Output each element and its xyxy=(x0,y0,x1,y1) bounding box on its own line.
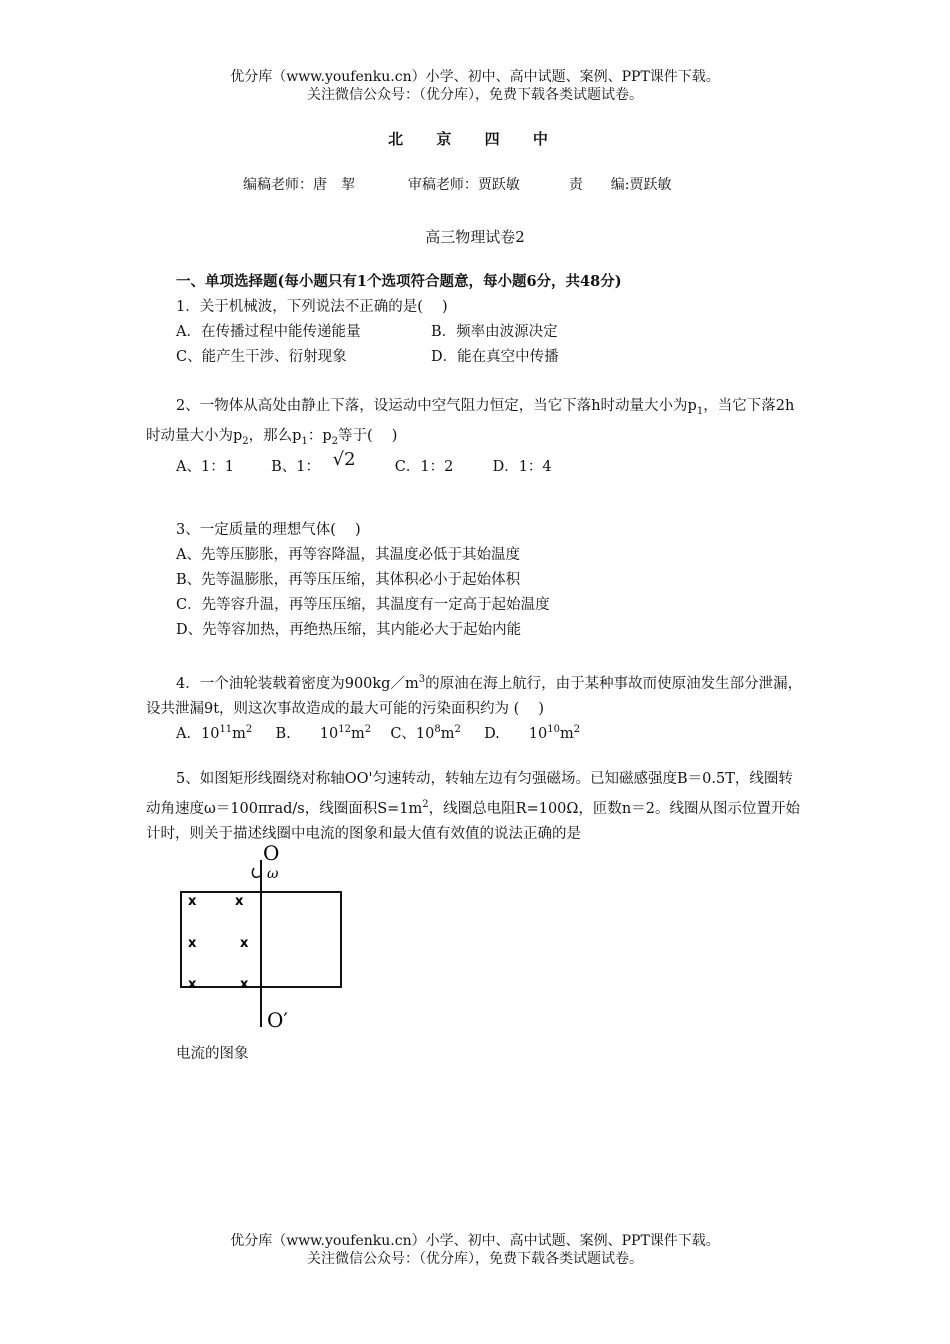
rotation-arrow-icon xyxy=(252,868,260,877)
q1-option-d: D．能在真空中传播 xyxy=(431,349,559,365)
omega-label: ω xyxy=(267,866,279,882)
q3-option-a: A、先等压膨胀，再等容降温，其温度必低于其始温度 xyxy=(176,547,520,563)
q4-option-c: C、$10^8m^2$ xyxy=(390,724,461,742)
field-cross: x xyxy=(235,894,244,909)
q2-option-a: A、1：1 xyxy=(176,459,234,475)
q1-option-c: C、能产生干涉、衍射现象 xyxy=(176,349,347,365)
axis-label-o: O xyxy=(263,842,280,865)
editor-name: 编稿老师：唐 挈 xyxy=(243,177,355,193)
footer-line-1: 优分库（www.youfenku.cn）小学、初中、高中试题、案例、PPT课件下载。 xyxy=(230,1233,720,1249)
q3-option-d: D、先等容加热，再绝热压缩，其内能必大于起始内能 xyxy=(176,622,522,638)
school-name: 北 京 四 中 xyxy=(388,130,562,148)
q2-option-b: B、1： xyxy=(271,459,321,475)
header-line-1: 优分库（www.youfenku.cn）小学、初中、高中试题、案例、PPT课件下载。 xyxy=(230,69,720,85)
q1-option-a: A．在传播过程中能传递能量 xyxy=(176,324,361,340)
reviewer-name: 审稿老师：贾跃敏 xyxy=(407,177,520,193)
q5-stem: 5、如图矩形线圈绕对称轴OO'匀速转动，转轴左边有匀强磁场。已知磁感强度B＝0.5T，线圈转动角速度ω＝100πrad/s，线圈面积$S=1m^2$，线圈总电阻R=100Ω，匝数n＝2。线圈从图示位置开始计时，则关于描述线圈中电流的图象和最大值有效值的说法正确的是 xyxy=(146,771,800,842)
axis-label-o-prime: O′ xyxy=(267,1008,288,1032)
q2-options xyxy=(176,449,552,477)
q4-option-a: A．$10^{11}m^2$ xyxy=(176,724,253,742)
field-cross: x xyxy=(240,936,249,951)
q1-stem: 1．关于机械波，下列说法不正确的是( ) xyxy=(176,299,448,315)
coil-figure xyxy=(170,842,355,1037)
chief-editor-name: 贾跃敏 xyxy=(629,177,672,193)
field-cross: x xyxy=(188,936,197,951)
footer-line-2: 关注微信公众号：（优分库），免费下载各类试题试卷。 xyxy=(307,1251,643,1267)
q4-stem: 4．一个油轮装载着密度为$900kg/m^3$的原油在海上航行，由于某种事故而使原油发生部分泄漏，设共泄漏9t，则这次事故造成的最大可能的污染面积约为 ( ) xyxy=(146,674,803,717)
section-heading: 一、单项选择题(每小题只有1个选项符合题意，每小题6分，共48分) xyxy=(176,273,622,290)
q3-stem: 3、一定质量的理想气体( ) xyxy=(176,522,361,538)
q4-options xyxy=(176,720,580,744)
q3-option-b: B、先等温膨胀，再等压压缩，其体积必小于起始体积 xyxy=(176,572,521,588)
sqrt-two-symbol: √2 xyxy=(332,449,356,470)
paper-title: 高三物理试卷2 xyxy=(425,228,525,246)
magnetic-field-crosses xyxy=(188,894,249,992)
q1-option-b: B．频率由波源决定 xyxy=(431,324,558,340)
q2-option-c: C．1：2 xyxy=(394,459,454,475)
q4-option-d: D. $10^{10}m^2$ xyxy=(484,724,581,742)
chief-editor-label: 责 编: xyxy=(568,177,630,193)
q2-option-d: D．1：4 xyxy=(492,459,552,475)
q4-option-b: B. $10^{12}m^2$ xyxy=(275,724,372,742)
q3-option-c: C．先等容升温，再等压压缩，其温度有一定高于起始温度 xyxy=(176,597,550,613)
field-cross: x xyxy=(188,977,197,992)
header-line-2: 关注微信公众号：（优分库），免费下载各类试题试卷。 xyxy=(307,87,643,103)
q2-stem: 2、一物体从高处由静止下落，设运动中空气阻力恒定，当它下落h时动量大小为$p_1$，当它下落2h时动量大小为$p_2$，那么$p_1$：$p_2$等于( ) xyxy=(146,398,795,447)
field-cross: x xyxy=(240,977,249,992)
figure-caption: 电流的图象 xyxy=(176,1046,249,1062)
field-cross: x xyxy=(188,894,197,909)
editor-credits xyxy=(243,174,672,194)
